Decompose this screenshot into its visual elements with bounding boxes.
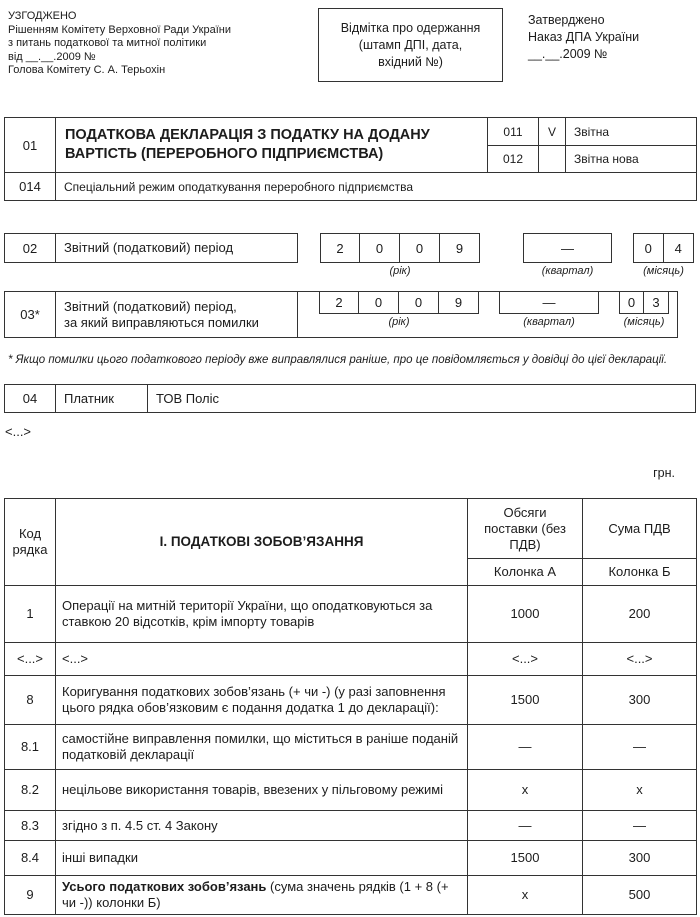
cell-description-bold: Усього податкових зобов’язань: [62, 879, 267, 894]
year-box: [320, 233, 480, 277]
period-boxes-area: [298, 292, 677, 337]
approved-line: __.__.2009 №: [528, 47, 608, 61]
month-caption: (місяць): [643, 265, 684, 277]
period-row-code: 03*: [5, 292, 56, 337]
cell-row-code: 1: [5, 586, 56, 643]
approve-line: УЗГОДЖЕНО: [8, 10, 77, 22]
cell-col-a: <...>: [468, 643, 583, 676]
quarter-caption: (квартал): [523, 316, 575, 328]
report-type-label: Звітна: [566, 118, 697, 146]
table-row: [5, 725, 697, 770]
year-digit-cell: 0: [399, 292, 439, 314]
quarter-caption: (квартал): [541, 265, 594, 277]
liabilities-table: [4, 498, 697, 915]
table-row: [5, 586, 697, 643]
cell-description: [56, 876, 468, 915]
period-row-02: [4, 233, 696, 279]
month-box: [619, 292, 669, 328]
year-digit-cell: 0: [360, 233, 400, 263]
approved-line: Наказ ДПА України: [528, 30, 640, 44]
quarter-box: [499, 292, 599, 328]
month-digit-cell: 0: [633, 233, 664, 263]
form-title: ПОДАТКОВА ДЕКЛАРАЦІЯ З ПОДАТКУ НА ДОДАНУ ВАРТІСТЬ (ПЕРЕРОБНОГО ПІДПРИЄМСТВА): [56, 118, 488, 173]
cell-col-a: —: [468, 725, 583, 770]
month-digit-cell: 3: [644, 292, 669, 314]
omitted-content-marker: <...>: [5, 424, 32, 439]
table-row: [5, 876, 697, 915]
cell-description: Коригування податкових зобов’язань (+ чи -) (у разі заповнення цього рядка обов’язковим є подання додатка 1 до декларації):: [56, 676, 468, 725]
table-row: [5, 811, 697, 841]
receipt-line: вхідний №): [378, 54, 443, 69]
cell-description: <...>: [56, 643, 468, 676]
cell-col-b: 300: [583, 841, 697, 876]
period-row-label: [56, 292, 298, 337]
month-box: [633, 233, 694, 277]
quarter-box: [523, 233, 612, 277]
report-type-code: 011: [488, 118, 539, 146]
period-label-box: [4, 233, 298, 263]
special-regime-label: Спеціальний режим оподаткування переробного підприємства: [56, 173, 697, 201]
report-type-label: Звітна нова: [566, 146, 697, 173]
cell-row-code: 8.2: [5, 770, 56, 811]
cell-row-code: 8.4: [5, 841, 56, 876]
period-row-label: Звітний (податковий) період: [64, 240, 234, 255]
col-b-group-header: Сума ПДВ: [583, 499, 697, 559]
payer-row-code: 04: [5, 385, 56, 412]
form-title-table: [4, 117, 697, 201]
period-row-03: [4, 291, 678, 338]
year-caption: (рік): [389, 265, 411, 277]
cell-description: Операції на митній території України, що оподатковуються за ставкою 20 відсотків, крім імпорту товарів: [56, 586, 468, 643]
year-digit-cell: 9: [439, 292, 479, 314]
year-digit-cell: 9: [440, 233, 480, 263]
cell-col-a: х: [468, 770, 583, 811]
cell-row-code: 8.3: [5, 811, 56, 841]
col-a-header: Колонка А: [468, 559, 583, 586]
col-a-group-header: Обсяги поставки (без ПДВ): [468, 499, 583, 559]
approved-line: Затверджено: [528, 13, 605, 27]
cell-col-b: 200: [583, 586, 697, 643]
cell-col-a: —: [468, 811, 583, 841]
year-digit-cell: 0: [359, 292, 399, 314]
table-row: [5, 770, 697, 811]
approve-line: від __.__.2009 №: [8, 50, 96, 63]
cell-row-code: <...>: [5, 643, 56, 676]
period-row-code: 02: [5, 234, 56, 262]
payer-value: ТОВ Поліс: [156, 391, 220, 406]
table-row: [5, 643, 697, 676]
payer-row: [4, 384, 696, 413]
year-caption: (рік): [388, 316, 410, 328]
year-digit-cell: 2: [320, 233, 360, 263]
receipt-stamp-box: [318, 8, 503, 82]
report-type-mark: V: [539, 118, 566, 146]
currency-note: грн.: [653, 466, 675, 480]
cell-col-b: —: [583, 811, 697, 841]
cell-description: самостійне виправлення помилки, що міститься в раніше поданій податковій декларації: [56, 725, 468, 770]
cell-col-b: 300: [583, 676, 697, 725]
quarter-value-cell: —: [499, 292, 599, 314]
row-014-code: 014: [5, 173, 56, 201]
receipt-line: Відмітка про одержання: [340, 20, 481, 35]
approve-line: з питань податкової та митної політики: [8, 37, 207, 49]
approved-by-committee-block: [8, 10, 308, 78]
cell-description: нецільове використання товарів, ввезених у пільговому режимі: [56, 770, 468, 811]
month-caption: (місяць): [623, 316, 665, 328]
col-b-header: Колонка Б: [583, 559, 697, 586]
cell-col-a: х: [468, 876, 583, 915]
quarter-value-cell: —: [523, 233, 612, 263]
col-code-header: Код рядка: [5, 499, 56, 586]
cell-col-a: 1000: [468, 586, 583, 643]
period-label-line: за який виправляються помилки: [64, 314, 259, 330]
footnote: * Якщо помилки цього податкового періоду вже виправлялися раніше, про це повідомляється у довідці до цієї декларації.: [8, 354, 668, 366]
cell-col-b: —: [583, 725, 697, 770]
cell-description: інші випадки: [56, 841, 468, 876]
approve-line: Голова Комітету С. А. Терьохін: [8, 64, 166, 76]
cell-description: згідно з п. 4.5 ст. 4 Закону: [56, 811, 468, 841]
cell-col-a: 1500: [468, 841, 583, 876]
month-digit-cell: 0: [619, 292, 644, 314]
approve-line: Рішенням Комітету Верховної Ради України: [8, 23, 231, 36]
report-type-code: 012: [488, 146, 539, 173]
receipt-line: (штамп ДПІ, дата,: [358, 37, 463, 52]
cell-col-b: х: [583, 770, 697, 811]
approved-by-order-block: [528, 12, 639, 63]
cell-row-code: 9: [5, 876, 56, 915]
cell-row-code: 8.1: [5, 725, 56, 770]
report-type-mark: [539, 146, 566, 173]
section-title: І. ПОДАТКОВІ ЗОБОВ’ЯЗАННЯ: [56, 499, 468, 586]
year-digit-cell: 0: [400, 233, 440, 263]
row-01-code: 01: [5, 118, 56, 173]
period-label-line: Звітний (податковий) період,: [64, 298, 237, 314]
table-row: [5, 676, 697, 725]
year-digit-cell: 2: [319, 292, 359, 314]
cell-col-b: <...>: [583, 643, 697, 676]
payer-label: Платник: [56, 385, 148, 412]
cell-col-a: 1500: [468, 676, 583, 725]
month-digit-cell: 4: [664, 233, 695, 263]
cell-description-rest: (сума значень рядків (1 + 8 (+ чи -)) колонки Б): [62, 879, 449, 910]
cell-row-code: 8: [5, 676, 56, 725]
year-box: [319, 292, 479, 328]
table-row: [5, 841, 697, 876]
cell-col-b: 500: [583, 876, 697, 915]
